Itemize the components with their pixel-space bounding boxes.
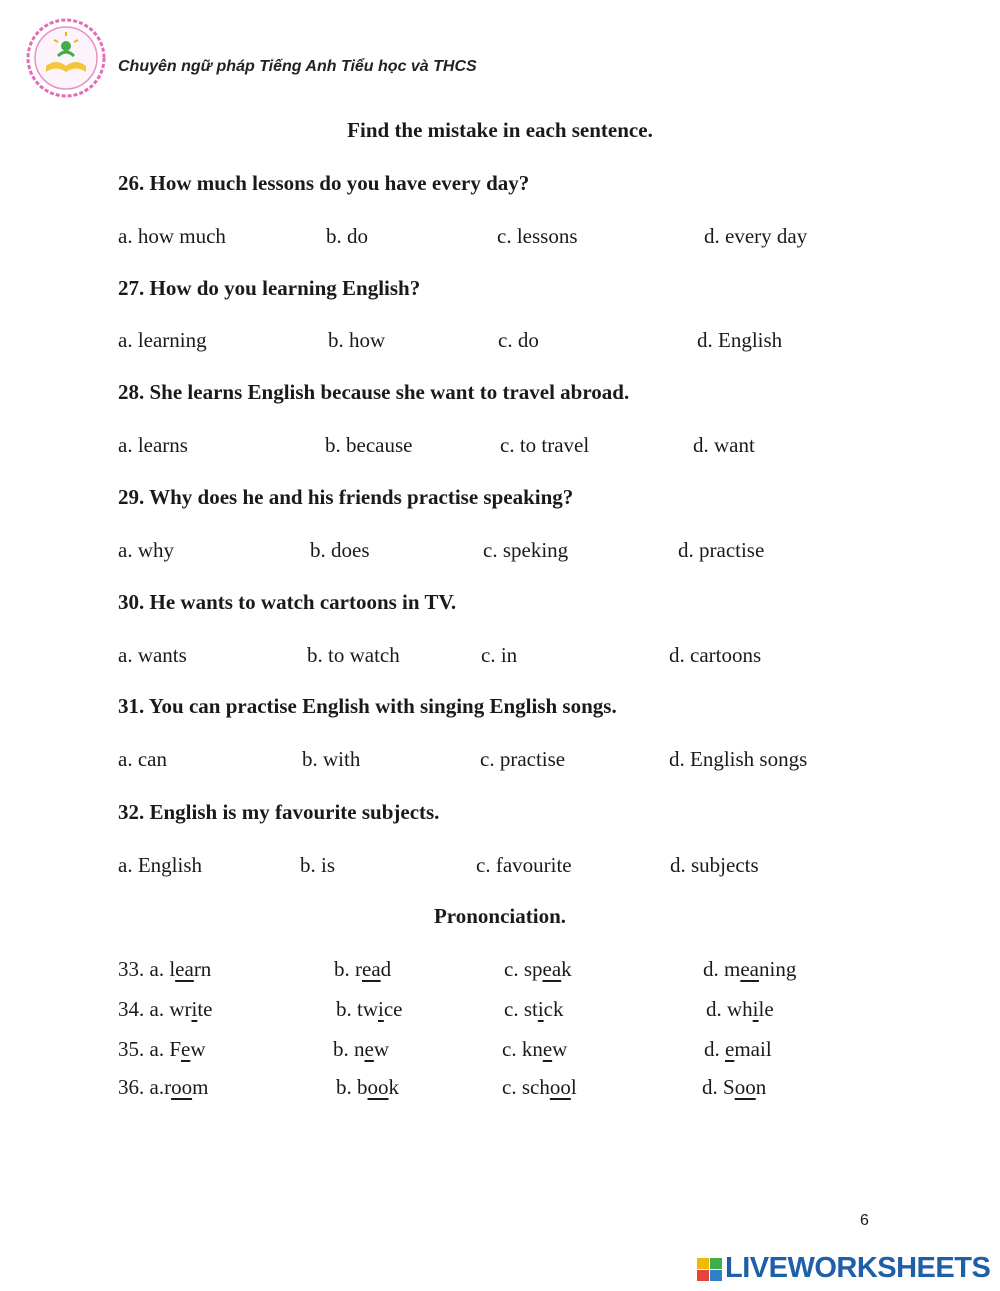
option-29-c[interactable]: c. speking — [483, 538, 569, 562]
option-28-c[interactable]: c. to travel — [500, 433, 590, 457]
option-36-a[interactable]: 36. a.room — [118, 1075, 209, 1099]
option-28-d[interactable]: d. want — [693, 433, 755, 457]
question-29: 29. Why does he and his friends practise speaking? — [118, 485, 574, 509]
option-32-b[interactable]: b. is — [300, 853, 336, 877]
option-31-c[interactable]: c. practise — [480, 747, 566, 771]
option-34-c[interactable]: c. stick — [504, 997, 564, 1021]
option-35-a[interactable]: 35. a. Few — [118, 1037, 206, 1061]
option-30-c[interactable]: c. in — [481, 643, 518, 667]
option-31-a[interactable]: a. can — [118, 747, 167, 771]
section-title-find-mistake: Find the mistake in each sentence. — [347, 118, 653, 142]
header-title: Chuyên ngữ pháp Tiếng Anh Tiểu học và THCS — [118, 58, 477, 75]
option-34-a[interactable]: 34. a. write — [118, 997, 213, 1021]
option-26-c[interactable]: c. lessons — [497, 224, 578, 248]
page-number: 6 — [860, 1212, 869, 1229]
option-27-d[interactable]: d. English — [697, 328, 783, 352]
option-29-d[interactable]: d. practise — [678, 538, 765, 562]
option-26-b[interactable]: b. do — [326, 224, 368, 248]
option-27-a[interactable]: a. learning — [118, 328, 207, 352]
question-31: 31. You can practise English with singing English songs. — [118, 694, 617, 718]
option-29-b[interactable]: b. does — [310, 538, 370, 562]
option-28-b[interactable]: b. because — [325, 433, 413, 457]
page-header — [24, 18, 624, 100]
option-26-a[interactable]: a. how much — [118, 224, 226, 248]
option-35-b[interactable]: b. new — [333, 1037, 389, 1061]
question-32: 32. English is my favourite subjects. — [118, 800, 440, 824]
option-35-c[interactable]: c. knew — [502, 1037, 568, 1061]
option-33-a[interactable]: 33. a. learn — [118, 957, 212, 981]
option-30-a[interactable]: a. wants — [118, 643, 187, 667]
option-31-b[interactable]: b. with — [302, 747, 361, 771]
section-title-pronunciation: Prononciation. — [433, 904, 567, 928]
question-27: 27. How do you learning English? — [118, 276, 421, 300]
option-28-a[interactable]: a. learns — [118, 433, 188, 457]
option-27-b[interactable]: b. how — [328, 328, 386, 352]
liveworksheets-text: LIVEWORKSHEETS — [725, 1252, 991, 1284]
option-35-d[interactable]: d. email — [704, 1037, 772, 1061]
option-32-d[interactable]: d. subjects — [670, 853, 759, 877]
question-30: 30. He wants to watch cartoons in TV. — [118, 590, 457, 614]
option-36-d[interactable]: d. Soon — [702, 1075, 767, 1099]
option-31-d[interactable]: d. English songs — [669, 747, 808, 771]
option-36-b[interactable]: b. book — [336, 1075, 399, 1099]
liveworksheets-logo[interactable] — [697, 1252, 997, 1288]
option-33-b[interactable]: b. read — [334, 957, 392, 981]
question-26: 26. How much lessons do you have every day? — [118, 171, 530, 195]
school-logo — [24, 18, 108, 98]
option-30-b[interactable]: b. to watch — [307, 643, 400, 667]
option-34-d[interactable]: d. while — [706, 997, 774, 1021]
option-30-d[interactable]: d. cartoons — [669, 643, 762, 667]
option-29-a[interactable]: a. why — [118, 538, 174, 562]
option-26-d[interactable]: d. every day — [704, 224, 808, 248]
option-27-c[interactable]: c. do — [498, 328, 539, 352]
option-32-c[interactable]: c. favourite — [476, 853, 572, 877]
liveworksheets-blocks-icon — [697, 1258, 723, 1282]
option-34-b[interactable]: b. twice — [336, 997, 403, 1021]
option-33-c[interactable]: c. speak — [504, 957, 572, 981]
option-32-a[interactable]: a. English — [118, 853, 202, 877]
option-33-d[interactable]: d. meaning — [703, 957, 797, 981]
question-28: 28. She learns English because she want to travel abroad. — [118, 380, 630, 404]
option-36-c[interactable]: c. school — [502, 1075, 577, 1099]
